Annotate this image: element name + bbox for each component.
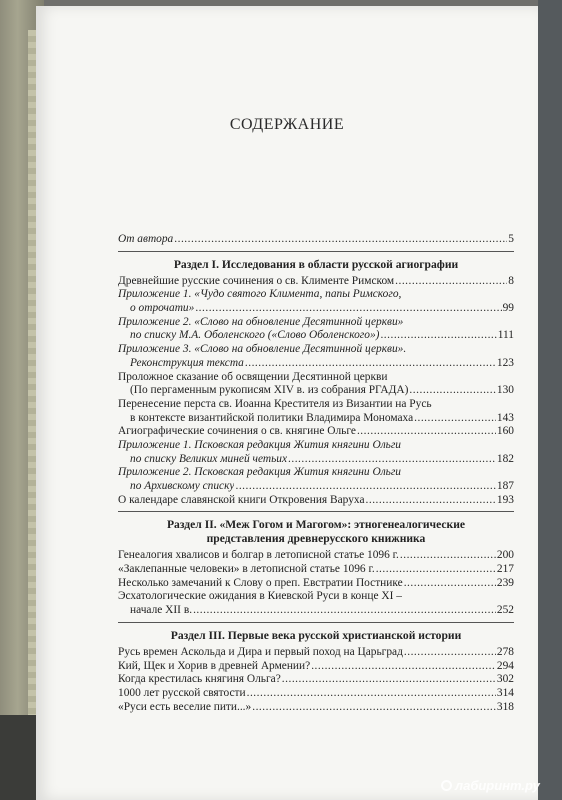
toc-entry-text: о отрочати» bbox=[130, 302, 195, 315]
toc-entry-text: Когда крестилась княгиня Ольга? bbox=[118, 673, 281, 686]
toc-entry-line bbox=[118, 660, 514, 674]
toc-page-number: 193 bbox=[496, 493, 514, 506]
toc-leader-dots bbox=[357, 425, 496, 439]
section-heading bbox=[118, 258, 514, 272]
toc-leader-dots bbox=[400, 549, 496, 563]
toc-page-number: 217 bbox=[496, 563, 514, 576]
toc-page-number: 130 bbox=[496, 384, 514, 397]
toc-leader-dots bbox=[404, 646, 496, 660]
toc-entry-text: Русь времен Аскольда и Дира и первый поход на Царьград bbox=[118, 645, 403, 658]
toc-leader-dots bbox=[247, 687, 496, 701]
toc-leader-dots bbox=[193, 604, 496, 618]
toc-entry-text: Кий, Щек и Хорив в древней Армении? bbox=[118, 659, 311, 672]
toc-leader-dots bbox=[414, 412, 496, 426]
toc-entry-line bbox=[118, 453, 514, 467]
toc-entry-text: по списку Великих миней четьих bbox=[130, 452, 288, 465]
toc-entry-line bbox=[118, 371, 514, 385]
toc-leader-dots bbox=[245, 357, 496, 371]
toc-entry-line bbox=[118, 604, 514, 618]
toc-entry-text: Приложение 1. Псковская редакция Жития княгини Ольги bbox=[118, 438, 401, 451]
toc-entry-line bbox=[118, 329, 514, 343]
toc-entry-line bbox=[118, 439, 514, 453]
toc-leader-dots bbox=[376, 563, 496, 577]
toc-entry-line bbox=[118, 590, 514, 604]
toc-entry-line bbox=[118, 673, 514, 687]
section-heading-line: представления древнерусского книжника bbox=[206, 532, 426, 546]
section-heading-line: Раздел I. Исследования в области русской агиографии bbox=[173, 257, 459, 271]
toc-entry-text: «Заклепанные человеки» в летописной статье 1096 г. bbox=[118, 563, 375, 576]
toc-entry-text: по Архивскому списку bbox=[130, 480, 235, 492]
toc-entry-text: От автора bbox=[118, 233, 174, 245]
toc-entry-line bbox=[118, 343, 514, 357]
toc-page-number: 252 bbox=[496, 604, 514, 617]
toc-page-number: 239 bbox=[496, 576, 514, 589]
toc-leader-dots bbox=[404, 577, 496, 591]
toc-leader-dots bbox=[366, 494, 496, 508]
toc-leader-dots bbox=[174, 233, 507, 247]
toc-entry-text: Эсхатологические ожидания в Киевской Руси в конце XI – bbox=[118, 590, 402, 603]
toc-entry-line bbox=[118, 549, 514, 563]
toc-page-number: 182 bbox=[496, 452, 514, 465]
toc-entry-line bbox=[118, 577, 514, 591]
page-title: СОДЕРЖАНИЕ bbox=[229, 116, 345, 133]
toc-entry-text: Древнейшие русские сочинения о св. Клименте Римском bbox=[118, 274, 395, 287]
section-divider bbox=[118, 622, 514, 623]
toc-entry-line bbox=[118, 701, 514, 715]
toc-page-number: 99 bbox=[502, 302, 514, 315]
toc-entry-line bbox=[118, 384, 514, 398]
toc-entry-line bbox=[118, 466, 514, 480]
book-right-edge bbox=[538, 0, 562, 800]
toc-entry-text: в контексте византийской политики Владимира Мономаха bbox=[130, 411, 414, 424]
toc-entry-line bbox=[118, 412, 514, 426]
toc-entry-text: Проложное сказание об освящении Десятинной церкви bbox=[118, 370, 388, 383]
toc-leader-dots bbox=[395, 275, 507, 289]
toc-entry-text: Приложение 3. «Слово на обновление Десятинной церкви». bbox=[118, 343, 407, 356]
toc-entry-line bbox=[118, 316, 514, 330]
section-heading-line: Раздел III. Первые века русской христианской истории bbox=[170, 628, 462, 642]
toc-entry-line bbox=[118, 687, 514, 701]
toc-entry-text: Приложение 2. «Слово на обновление Десятинной церкви» bbox=[118, 315, 404, 328]
toc-page-number: 294 bbox=[496, 659, 514, 672]
table-of-contents bbox=[118, 233, 514, 714]
toc-entry-text: Несколько замечаний к Слову о преп. Евстратии Постнике bbox=[118, 576, 403, 589]
toc-entry-text: Генеалогия хвалисов и болгар в летописной статье 1096 г. bbox=[118, 549, 399, 562]
toc-leader-dots bbox=[288, 453, 496, 467]
toc-leader-dots bbox=[311, 660, 496, 674]
toc-entry-text: 1000 лет русской святости bbox=[118, 686, 246, 699]
toc-entry-line bbox=[118, 302, 514, 316]
toc-leader-dots bbox=[380, 329, 496, 343]
toc-entry-line bbox=[118, 288, 514, 302]
toc-page-number: 8 bbox=[508, 274, 514, 287]
toc-page-number: 318 bbox=[496, 700, 514, 713]
toc-leader-dots bbox=[409, 384, 495, 398]
section-heading-line: Раздел II. «Меж Гогом и Магогом»: этногенеалогические bbox=[166, 518, 466, 532]
book-page bbox=[36, 6, 538, 800]
toc-page-number: 111 bbox=[497, 329, 514, 342]
toc-page-number: 143 bbox=[496, 411, 514, 424]
toc-leader-dots bbox=[195, 302, 501, 316]
watermark-logo-icon bbox=[441, 780, 452, 791]
section-divider bbox=[118, 251, 514, 252]
toc-leader-dots bbox=[235, 480, 495, 494]
toc-entry-line bbox=[118, 563, 514, 577]
toc-entry-text: Реконструкция текста bbox=[130, 356, 244, 369]
toc-entry-line bbox=[118, 480, 514, 494]
toc-entry-text: Приложение 1. «Чудо святого Климента, папы Римского, bbox=[118, 288, 402, 301]
toc-page-number: 302 bbox=[496, 673, 514, 686]
toc-entry-line bbox=[118, 275, 514, 289]
toc-entry-text: (По пергаменным рукописям XIV в. из собрания РГАДА) bbox=[130, 384, 409, 397]
toc-page-number: 314 bbox=[496, 686, 514, 699]
watermark: лабиринт.ру bbox=[455, 778, 540, 793]
toc-leader-dots bbox=[252, 701, 496, 715]
section-heading bbox=[118, 629, 514, 643]
toc-entry-text: «Руси есть веселие пити...» bbox=[118, 700, 252, 713]
toc-entry-text: Приложение 2. Псковская редакция Жития княгини Ольги bbox=[118, 466, 401, 479]
toc-page-number: 160 bbox=[496, 425, 514, 438]
toc-entry-line bbox=[118, 398, 514, 412]
toc-entry-text: О календаре славянской книги Откровения Варуха bbox=[118, 493, 365, 506]
toc-entry-text: Перенесение перста св. Иоанна Крестителя из Византии на Русь bbox=[118, 397, 432, 410]
toc-entry-line bbox=[118, 494, 514, 508]
section-heading bbox=[118, 518, 514, 546]
section-divider bbox=[118, 511, 514, 512]
toc-entry-text: начале XII в. bbox=[130, 604, 193, 617]
toc-entry-line bbox=[118, 357, 514, 371]
toc-entry-line bbox=[118, 233, 514, 247]
toc-page-number: 278 bbox=[496, 645, 514, 658]
toc-entry-text: по списку М.А. Оболенского («Слово Оболенского») bbox=[130, 329, 380, 342]
toc-entry-text: Агиографические сочинения о св. княгине Ольге bbox=[118, 425, 356, 438]
toc-entry-line bbox=[118, 425, 514, 439]
toc-leader-dots bbox=[282, 673, 496, 687]
toc-entry-line bbox=[118, 646, 514, 660]
toc-page-number: 200 bbox=[496, 549, 514, 562]
toc-page-number: 187 bbox=[496, 480, 514, 492]
toc-page-number: 5 bbox=[508, 233, 514, 245]
toc-page-number: 123 bbox=[496, 356, 514, 369]
